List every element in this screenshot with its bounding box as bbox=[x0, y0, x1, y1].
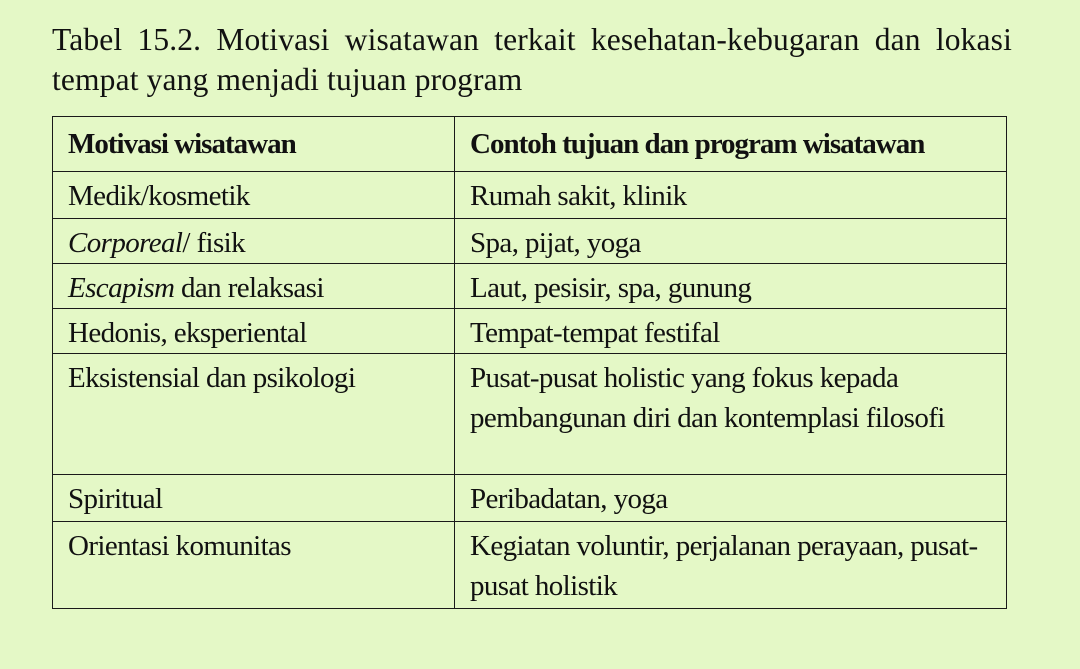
motivation-cell bbox=[53, 264, 455, 309]
motivation-cell: Orientasi komunitas bbox=[53, 522, 455, 609]
table-caption: Tabel 15.2. Motivasi wisatawan terkait kesehatan-kebugaran dan lokasi tempat yang menjadi tujuan program bbox=[52, 22, 1012, 97]
motivation-cell bbox=[53, 219, 455, 264]
destination-cell: Spa, pijat, yoga bbox=[455, 219, 1007, 264]
motivation-rest-text: dan relaksasi bbox=[174, 272, 324, 304]
motivation-italic-term: Corporeal bbox=[68, 227, 183, 259]
motivation-cell: Eksistensial dan psikologi bbox=[53, 354, 455, 475]
motivation-table bbox=[52, 116, 1007, 609]
table-row bbox=[53, 219, 1007, 264]
motivation-rest-text: / fisik bbox=[182, 227, 246, 259]
table-row bbox=[53, 354, 1007, 475]
motivation-cell: Spiritual bbox=[53, 475, 455, 522]
motivation-cell: Hedonis, eksperiental bbox=[53, 309, 455, 354]
destination-cell: Peribadatan, yoga bbox=[455, 475, 1007, 522]
column-header-motivation: Motivasi wisatawan bbox=[53, 117, 455, 172]
destination-cell: Rumah sakit, klinik bbox=[455, 172, 1007, 219]
column-header-destination: Contoh tujuan dan program wisatawan bbox=[455, 117, 1007, 172]
table-row bbox=[53, 172, 1007, 219]
table-header-row bbox=[53, 117, 1007, 172]
table-row bbox=[53, 522, 1007, 609]
destination-cell: Pusat-pusat holistic yang fokus kepada pembangunan diri dan kontemplasi filosofi bbox=[455, 354, 1007, 475]
motivation-cell: Medik/kosmetik bbox=[53, 172, 455, 219]
destination-cell: Kegiatan voluntir, perjalanan perayaan, pusat-pusat holistik bbox=[455, 522, 1007, 609]
table-row bbox=[53, 475, 1007, 522]
motivation-table-container bbox=[52, 116, 1007, 609]
table-row bbox=[53, 309, 1007, 354]
motivation-italic-term: Escapism bbox=[68, 272, 175, 304]
destination-cell: Tempat-tempat festifal bbox=[455, 309, 1007, 354]
table-row bbox=[53, 264, 1007, 309]
destination-cell: Laut, pesisir, spa, gunung bbox=[455, 264, 1007, 309]
